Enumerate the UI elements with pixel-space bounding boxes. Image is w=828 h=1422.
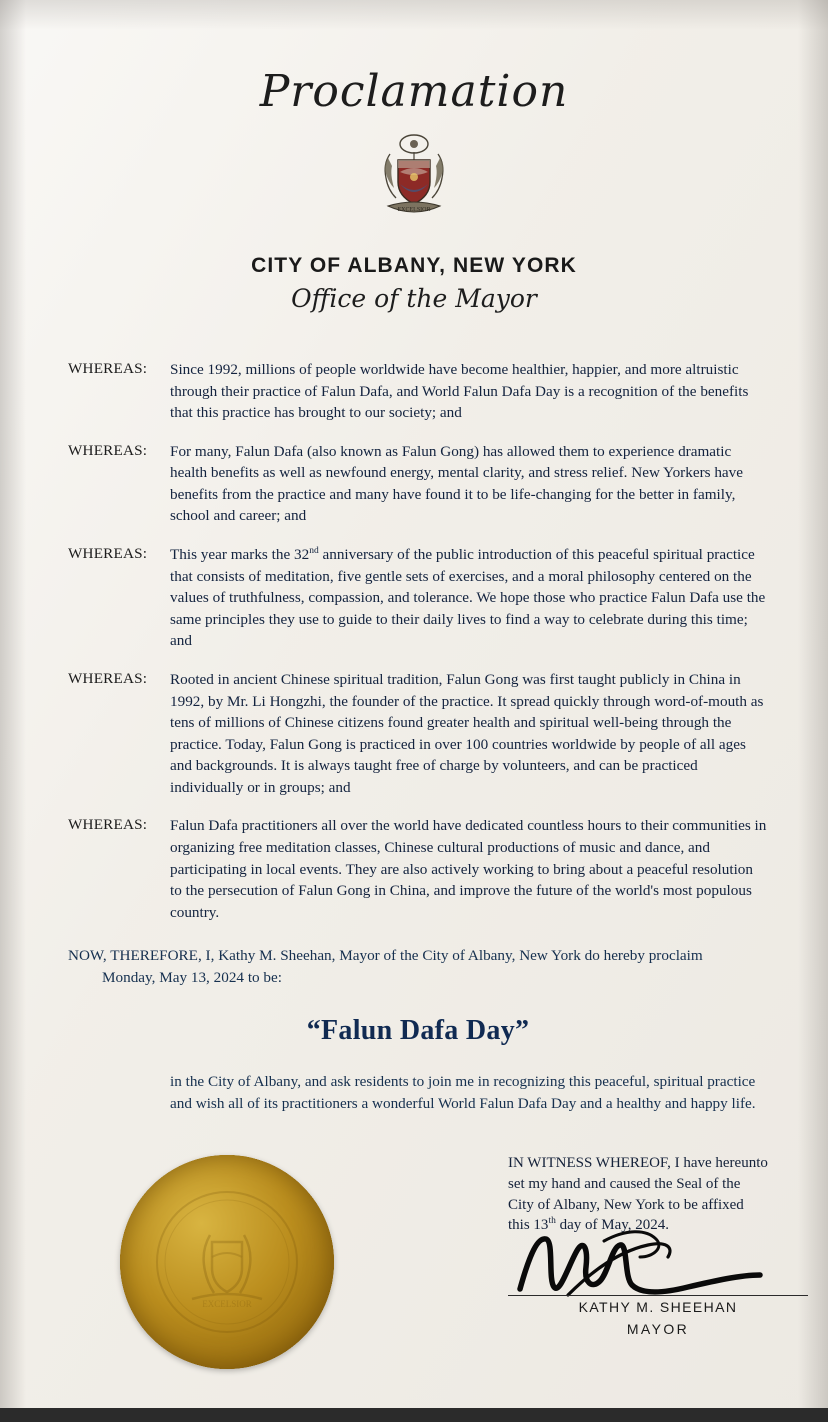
clause-text: For many, Falun Dafa (also known as Falun Gong) has allowed them to experience dramatic health benefits as well as newfound energy, mental clarity, and stress relief. New Yorkers have benefits from the practice and many have found it to be life-changing for the better in family, school and career; and — [170, 442, 744, 525]
page-title: Proclamation — [259, 66, 569, 117]
whereas-clause — [68, 359, 768, 424]
new-york-state-coat-of-arms-icon — [360, 132, 468, 224]
clause-label: WHEREAS: — [68, 816, 148, 834]
city-name: CITY OF ALBANY, NEW YORK — [251, 254, 577, 277]
svg-text:EXCELSIOR: EXCELSIOR — [397, 207, 431, 213]
clause-text: Falun Dafa practitioners all over the world have dedicated countless hours to their communities in organizing free meditation classes, Chinese cultural productions of music and dance, and participating in local events. They are also actively working to bring about a peaceful resolution to the persecution of Falun Gong in China, and improve the future of the world's most populous country. — [170, 817, 767, 921]
whereas-clause — [68, 669, 768, 798]
witness-text — [508, 1153, 828, 1236]
whereas-clause — [68, 441, 768, 527]
clause-text-post: anniversary of the public introduction of this peaceful spiritual practice that consists of meditation, five gentle sets of exercises, and a moral philosophy centered on the values of truthfulness, compassion, and tolerance. We hope those who practice Falun Dafa use the same principles they use to guide to their daily lives to find a way to celebrate during this time; and — [170, 546, 766, 650]
ordinal-suffix: nd — [309, 545, 319, 556]
now-therefore-line-1: NOW, THEREFORE, I, Kathy M. Sheehan, Mayor of the City of Albany, New York do hereby proclaim — [68, 947, 703, 965]
witness-line-2: set my hand and caused the Seal of the — [508, 1176, 741, 1193]
signatory-role: MAYOR — [626, 1321, 690, 1338]
proclaimed-day-title: “Falun Dafa Day” — [306, 1015, 530, 1047]
closing-paragraph: in the City of Albany, and ask residents to join me in recognizing this peaceful, spiritual practice and wish all of its practitioners a wonderful World Falun Dafa Day and a healthy and happy life. — [170, 1073, 756, 1113]
witness-date-post: day of May, 2024. — [555, 1217, 670, 1234]
whereas-clause — [68, 544, 768, 652]
now-therefore-line-2: Monday, May 13, 2024 to be: — [102, 969, 282, 987]
document-header — [0, 0, 828, 313]
clause-text — [170, 544, 768, 652]
clauses-section — [0, 359, 828, 1422]
clause-label: WHEREAS: — [68, 669, 148, 687]
seal-emboss-art — [120, 1155, 334, 1369]
signature-rule — [508, 1295, 808, 1296]
witness-line-4 — [508, 1215, 828, 1236]
signatory-name: KATHY M. SHEEHAN — [578, 1299, 738, 1316]
embossed-gold-city-seal-icon — [120, 1155, 334, 1369]
clause-text-pre: This year marks the 32 — [170, 546, 310, 564]
clause-text: Since 1992, millions of people worldwide have become healthier, happier, and more altruistic through their practice of Falun Dafa, and World Falun Dafa Day is a recognition of the benefits that this practice has brought to our society; and — [170, 361, 749, 422]
ordinal-suffix: th — [548, 1216, 556, 1227]
clause-label: WHEREAS: — [68, 441, 148, 459]
witness-line-1: IN WITNESS WHEREOF, I have hereunto — [508, 1155, 768, 1172]
witness-date-pre: this 13 — [508, 1217, 549, 1234]
now-therefore-block — [68, 945, 768, 989]
witness-line-3: City of Albany, New York to be affixed — [508, 1196, 744, 1213]
office-name: Office of the Mayor — [291, 284, 537, 313]
whereas-clause — [68, 815, 768, 923]
clause-label: WHEREAS: — [68, 360, 148, 377]
svg-text:EXCELSIOR: EXCELSIOR — [202, 1299, 252, 1310]
clause-label: WHEREAS: — [68, 545, 148, 563]
clause-text: Rooted in ancient Chinese spiritual tradition, Falun Gong was first taught publicly in China in 1992, by Mr. Li Hongzhi, the founder of the practice. It spread quickly through word-of-mouth as tens of millions of Chinese citizens found greater health and spiritual well-being through the practice. Today, Falun Gong is practiced in over 100 countries worldwide by people of all ages and backgrounds. It is always taught free of charge by volunteers, and can be practiced individually or in groups; and — [170, 670, 764, 796]
signature-section — [68, 1145, 768, 1422]
